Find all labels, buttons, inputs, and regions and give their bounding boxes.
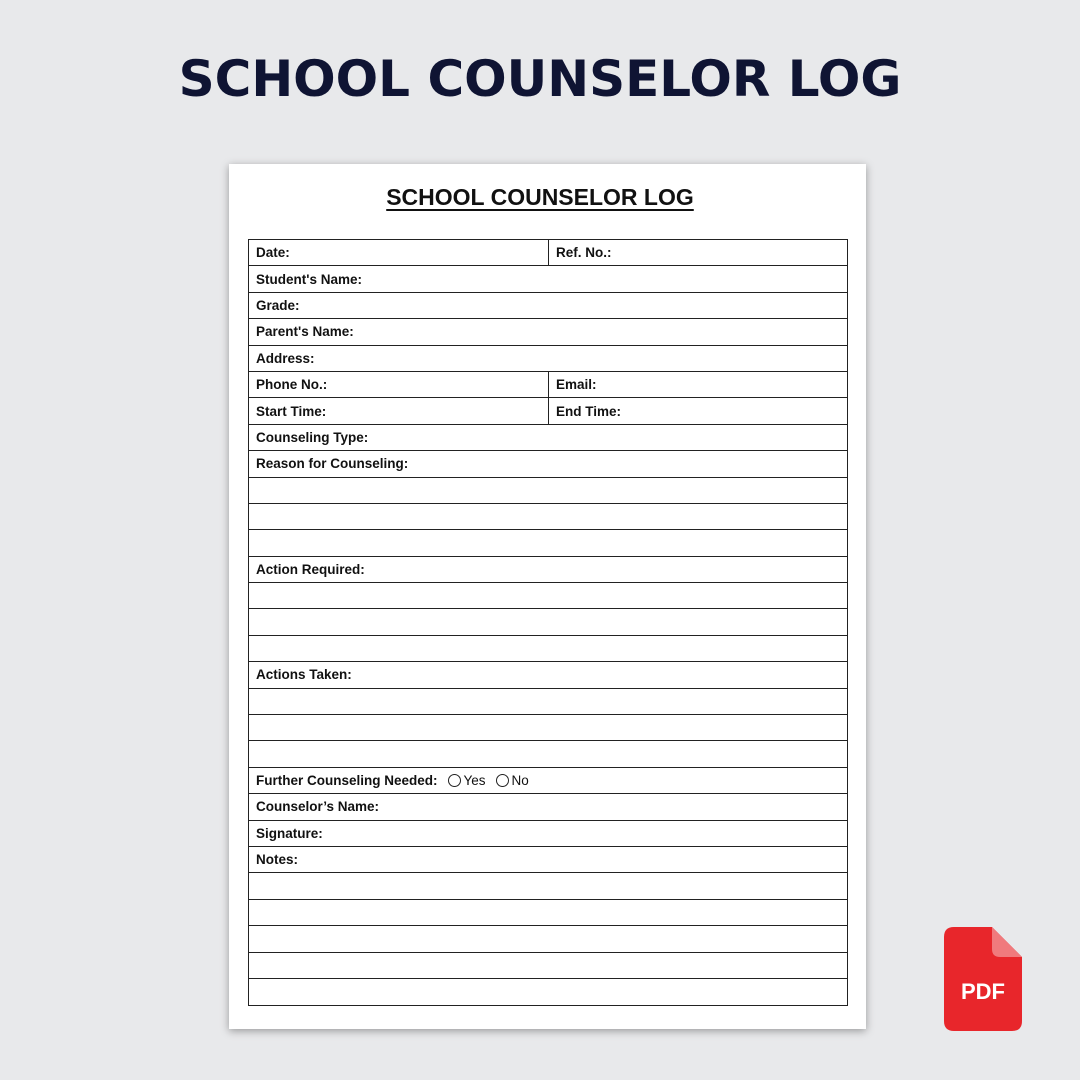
- notes-field[interactable]: [249, 847, 847, 872]
- actions-taken-blank-line[interactable]: [249, 741, 847, 767]
- radio-no-label: No: [511, 773, 529, 788]
- action-required-blank-line[interactable]: [249, 609, 847, 635]
- row-grade: [249, 293, 847, 319]
- phone-label: Phone No.:: [256, 377, 328, 393]
- student-name-field[interactable]: [249, 266, 847, 291]
- notes-blank-line[interactable]: [249, 979, 847, 1005]
- grade-label: Grade:: [256, 297, 300, 313]
- row-date-ref: [249, 240, 847, 266]
- end-time-label: End Time:: [556, 403, 622, 419]
- signature-field[interactable]: [249, 821, 847, 846]
- reason-field[interactable]: [249, 451, 847, 476]
- row-actions-taken: [249, 662, 847, 688]
- further-counseling-label: Further Counseling Needed:: [256, 773, 438, 788]
- row-counseling-type: [249, 425, 847, 451]
- row-student-name: [249, 266, 847, 292]
- end-time-field[interactable]: [549, 398, 847, 423]
- start-time-field[interactable]: [249, 398, 549, 423]
- row-times: [249, 398, 847, 424]
- notes-blank-line[interactable]: [249, 873, 847, 899]
- phone-field[interactable]: [249, 372, 549, 397]
- pdf-label: PDF: [961, 979, 1005, 1004]
- row-notes: [249, 847, 847, 873]
- notes-blank-line[interactable]: [249, 900, 847, 926]
- row-parent-name: [249, 319, 847, 345]
- row-address: [249, 346, 847, 372]
- parent-name-field[interactable]: [249, 319, 847, 344]
- student-name-label: Student's Name:: [256, 271, 362, 287]
- reason-blank-line[interactable]: [249, 530, 847, 556]
- counseling-type-field[interactable]: [249, 425, 847, 450]
- actions-taken-blank-line[interactable]: [249, 715, 847, 741]
- parent-name-label: Parent's Name:: [256, 324, 354, 340]
- actions-taken-blank-line[interactable]: [249, 689, 847, 715]
- grade-field[interactable]: [249, 293, 847, 318]
- ref-no-field[interactable]: [549, 240, 847, 265]
- row-signature: [249, 821, 847, 847]
- notes-label: Notes:: [256, 852, 299, 868]
- action-required-blank-line[interactable]: [249, 636, 847, 662]
- action-required-label: Action Required:: [256, 561, 365, 577]
- reason-blank-line[interactable]: [249, 504, 847, 530]
- further-counseling-field: [249, 768, 847, 793]
- row-reason: [249, 451, 847, 477]
- row-counselor-name: [249, 794, 847, 820]
- radio-circle-icon[interactable]: [496, 774, 509, 787]
- actions-taken-field[interactable]: [249, 662, 847, 687]
- email-label: Email:: [556, 377, 597, 393]
- notes-blank-line[interactable]: [249, 926, 847, 952]
- counselor-name-label: Counselor’s Name:: [256, 799, 380, 815]
- banner-title: SCHOOL COUNSELOR LOG: [178, 50, 902, 108]
- radio-yes-label: Yes: [463, 773, 486, 788]
- row-further-counseling: [249, 768, 847, 794]
- address-field[interactable]: [249, 346, 847, 371]
- counseling-type-label: Counseling Type:: [256, 429, 369, 445]
- radio-circle-icon[interactable]: [448, 774, 461, 787]
- pdf-file-icon: [944, 927, 1022, 1031]
- date-field[interactable]: [249, 240, 549, 265]
- notes-blank-line[interactable]: [249, 953, 847, 979]
- reason-blank-line[interactable]: [249, 478, 847, 504]
- sheet-title: SCHOOL COUNSELOR LOG: [386, 184, 694, 210]
- counselor-name-field[interactable]: [249, 794, 847, 819]
- row-action-required: [249, 557, 847, 583]
- action-required-field[interactable]: [249, 557, 847, 582]
- signature-label: Signature:: [256, 825, 323, 841]
- ref-no-label: Ref. No.:: [556, 245, 612, 261]
- reason-label: Reason for Counseling:: [256, 456, 409, 472]
- radio-yes[interactable]: [448, 773, 486, 788]
- email-field[interactable]: [549, 372, 847, 397]
- radio-no[interactable]: [496, 773, 529, 788]
- action-required-blank-line[interactable]: [249, 583, 847, 609]
- row-phone-email: [249, 372, 847, 398]
- actions-taken-label: Actions Taken:: [256, 667, 352, 683]
- start-time-label: Start Time:: [256, 403, 327, 419]
- counselor-log-form: [248, 239, 848, 1006]
- address-label: Address:: [256, 350, 315, 366]
- date-label: Date:: [256, 245, 290, 261]
